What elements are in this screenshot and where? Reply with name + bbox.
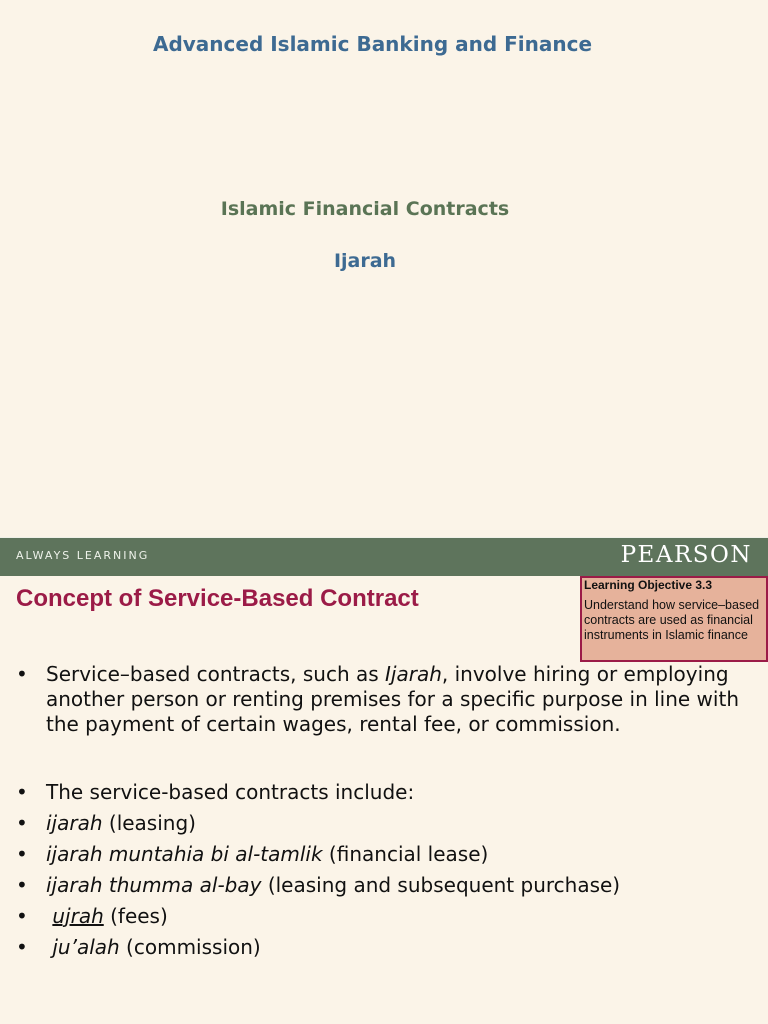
list-item xyxy=(16,811,756,836)
list-item xyxy=(16,935,756,960)
contract-term: ijarah thumma al-bay xyxy=(46,873,262,897)
bullet-marker: • xyxy=(16,904,28,928)
intro-bullet xyxy=(16,662,756,737)
bullet-marker: • xyxy=(16,935,28,959)
bullet-marker: • xyxy=(16,662,28,686)
bullet-marker: • xyxy=(16,842,28,866)
course-title: Advanced Islamic Banking and Finance xyxy=(152,32,593,56)
list-heading-bullet xyxy=(16,780,756,805)
list-item xyxy=(16,904,756,929)
intro-text-end: , involve hiring or employing another person or renting premises for a specific purpose in line with the payment of certain wages, rental fee, or commission. xyxy=(46,662,739,736)
footer-bar xyxy=(0,537,768,576)
slide-title: Concept of Service-Based Contract xyxy=(16,585,419,612)
topic-title: Ijarah xyxy=(333,250,397,272)
learning-objective-box xyxy=(580,576,768,662)
list-heading: The service-based contracts include: xyxy=(46,780,415,804)
contract-desc: (financial lease) xyxy=(322,842,489,866)
list-item xyxy=(16,873,756,898)
contract-desc: (fees) xyxy=(103,904,168,928)
objective-text: Understand how service–based contracts are used as financial instruments in Islamic finance xyxy=(584,598,760,642)
objective-title: Learning Objective 3.3 xyxy=(584,578,713,592)
contract-term: ju’alah xyxy=(52,935,120,959)
intro-term: Ijarah xyxy=(385,662,442,686)
bullet-list xyxy=(16,662,756,966)
list-item xyxy=(16,842,756,867)
contract-term: ijarah muntahia bi al-tamlik xyxy=(46,842,323,866)
contract-desc: (leasing and subsequent purchase) xyxy=(261,873,621,897)
bullet-marker: • xyxy=(16,873,28,897)
contract-desc: (leasing) xyxy=(102,811,196,835)
contract-term: ijarah xyxy=(46,811,103,835)
publisher-logo: PEARSON xyxy=(620,542,752,568)
intro-text-start: Service–based contracts, such as xyxy=(46,662,386,686)
chapter-title: Islamic Financial Contracts xyxy=(220,198,510,220)
contract-desc: (commission) xyxy=(119,935,261,959)
contract-term: ujrah xyxy=(52,904,104,928)
bullet-marker: • xyxy=(16,811,28,835)
intro-text xyxy=(46,662,756,737)
bullet-marker: • xyxy=(16,780,28,804)
footer-tagline: ALWAYS LEARNING xyxy=(16,549,150,562)
